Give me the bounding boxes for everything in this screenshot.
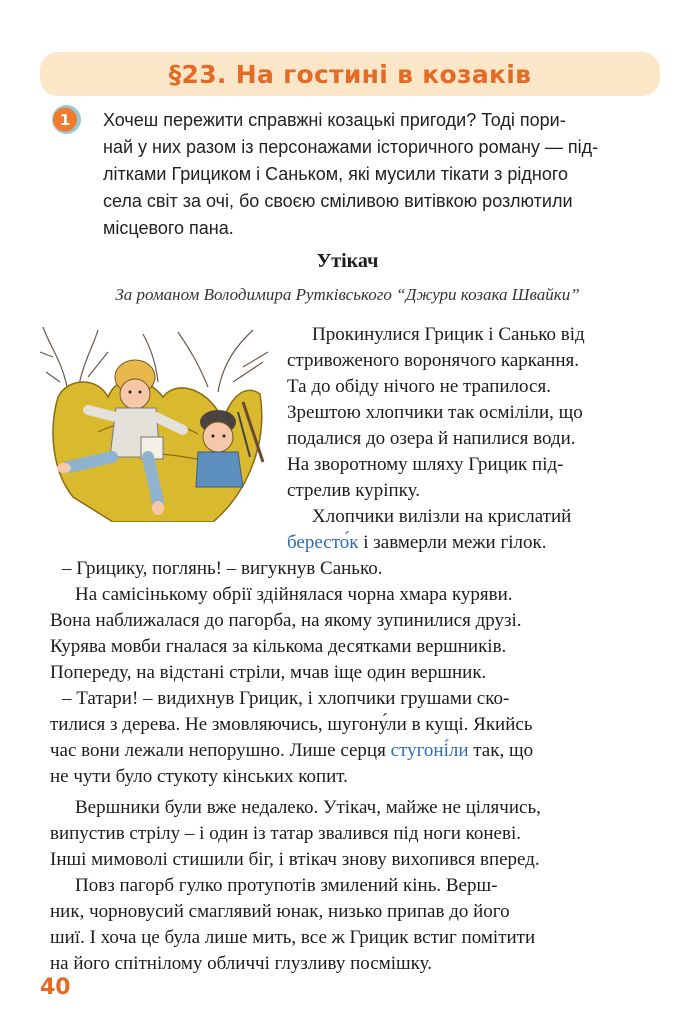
glossary-word-berestok[interactable]: бересто́к	[287, 532, 359, 553]
page-title: §23. На гостині в козаків	[168, 59, 532, 89]
intro-line: Хочеш пережити справжні козацькі пригоди? Тоді пори-	[103, 110, 566, 130]
text-line: Вершники були вже недалеко. Утікач, майже не цілячись,	[75, 797, 541, 818]
text-fragment: так, що	[468, 740, 534, 761]
intro-line: місцевого пана.	[103, 218, 234, 238]
story-source: За романом Володимира Рутківського “Джури козака Швайки”	[115, 285, 580, 304]
text-line	[50, 738, 533, 764]
glossary-word-stugonily[interactable]: стугоні́ли	[390, 740, 469, 761]
text-line: стривоженого воронячого каркання.	[287, 350, 580, 371]
text-line: Курява мовби гналася за кількома десятками вершників.	[50, 636, 507, 657]
text-line: випустив стрілу – і один із татар звалився під ноги коневі.	[50, 823, 521, 844]
text-line: На самісінькому обрії здійнялася чорна хмара куряви.	[75, 584, 513, 605]
task-number: 1	[59, 111, 71, 129]
intro-line: села світ за очі, бо своєю сміливою витівкою розлютили	[103, 191, 573, 211]
text-fragment: час вони лежали непорушно. Лише серця	[50, 740, 391, 761]
title-banner	[40, 52, 660, 96]
text-line: Повз пагорб гулко протупотів змилений кінь. Верш-	[75, 875, 498, 896]
text-line: Зрештою хлопчики так осміліли, що	[287, 402, 583, 423]
text-line: Вона наближалася до пагорба, на якому зупинилися друзі.	[50, 610, 522, 631]
text-line: Інші мимоволі стишили біг, і втікач знову вихопився вперед.	[50, 849, 540, 870]
intro-line: літками Грициком і Саньком, які мусили тікати з рідного	[103, 164, 569, 184]
text-line: Прокинулися Грицик і Санько від	[312, 324, 585, 345]
text-line: подалися до озера й напилися води.	[287, 428, 576, 449]
text-line	[287, 530, 547, 556]
text-line: шиї. І хоча це була лише мить, все ж Грицик встиг помітити	[50, 927, 536, 948]
text-line: стрелив куріпку.	[287, 480, 420, 501]
story-title: Утікач	[316, 250, 379, 272]
intro-line: най у них разом із персонажами історичного роману — під-	[103, 137, 599, 157]
text-line: Хлопчики вилізли на крислатий	[312, 506, 572, 527]
task-number-icon	[51, 104, 82, 135]
text-line: тилися з дерева. Не змовляючись, шугону́ли в кущі. Якийсь	[50, 714, 533, 735]
text-line: – Татари! – видихнув Грицик, і хлопчики грушами ско-	[62, 688, 510, 709]
text-line: на його спітнілому обличчі глузливу посмішку.	[50, 953, 432, 974]
text-line: не чути було стукоту кінських копит.	[50, 766, 348, 787]
text-fragment: і завмерли межи гілок.	[358, 532, 547, 553]
boys-in-tree-illustration	[38, 322, 271, 522]
text-line: Та до обіду нічого не трапилося.	[287, 376, 551, 397]
text-line: ник, чорновусий смаглявий юнак, низько припав до його	[50, 901, 510, 922]
dialog-line: – Грицику, поглянь! – вигукнув Санько.	[62, 558, 383, 579]
page-number: 40	[40, 975, 71, 1000]
text-line: На зворотному шляху Грицик під-	[287, 454, 564, 475]
task-intro	[103, 107, 648, 242]
text-line: Попереду, на відстані стріли, мчав іще один вершник.	[50, 662, 487, 683]
